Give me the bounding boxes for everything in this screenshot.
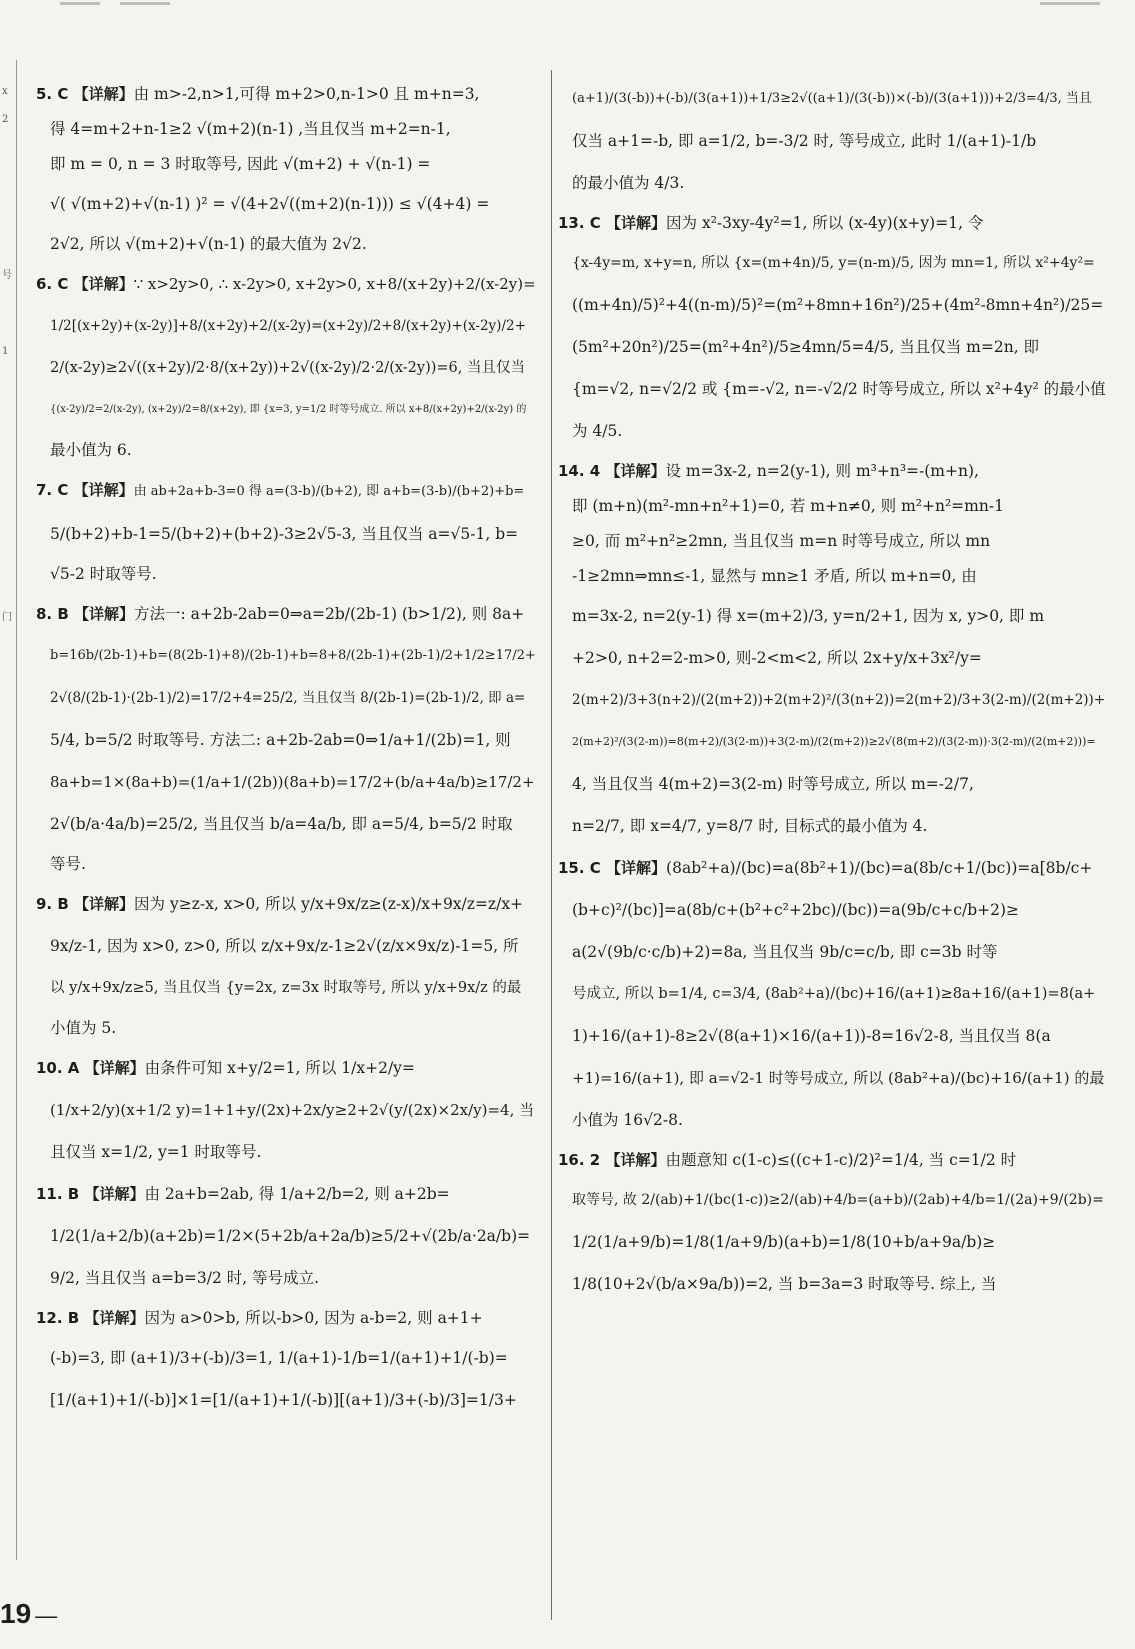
solution-line	[558, 1269, 1106, 1299]
solution-text: 小值为 16√2-8.	[572, 1111, 683, 1129]
solution-line	[36, 269, 536, 299]
solution-text: +1)=16/(a+1), 即 a=√2-1 时等号成立, 所以 (8ab²+a)/(bc)+16/(a+1) 的最	[572, 1069, 1105, 1087]
solution-line	[558, 643, 1106, 673]
solution-text: 1/2[(x+2y)+(x-2y)]+8/(x+2y)+2/(x-2y)=(x+2y)/2+8/(x+2y)+(x-2y)/2+	[50, 318, 526, 334]
solution-text: 小值为 5.	[50, 1019, 117, 1037]
detail-tag: 【详解】	[605, 1151, 666, 1169]
solution-line	[558, 1147, 1106, 1173]
solution-line	[558, 1185, 1106, 1215]
solution-line	[558, 727, 1106, 757]
detail-tag: 【详解】	[605, 462, 666, 480]
solution-text: b=16b/(2b-1)+b=(8(2b-1)+8)/(2b-1)+b=8+8/(2b-1)+(2b-1)/2+1/2≥17/2+	[50, 648, 536, 663]
solution-line	[558, 290, 1106, 320]
solution-text: 号成立, 所以 b=1/4, c=3/4, (8ab²+a)/(bc)+16/(a+1)≥8a+16/(a+1)=8(a+	[572, 986, 1096, 1002]
solution-text: 由 2a+b=2ab, 得 1/a+2/b=2, 则 a+2b=	[144, 1185, 450, 1203]
solution-text: 2(m+2)²/(3(2-m))=8(m+2)/(3(2-m))+3(2-m)/(2(m+2))≥2√(8(m+2)/(3(2-m))·3(2-m)/(2(m+2)))=	[572, 735, 1096, 748]
solution-text: +2>0, n+2=2-m>0, 则-2<m<2, 所以 2x+y/x+3x²/y=	[572, 649, 982, 667]
solution-text: 最小值为 6.	[50, 441, 132, 459]
solution-line	[558, 416, 1106, 446]
solution-line	[36, 81, 536, 107]
solution-text: (-b)=3, 即 (a+1)/3+(-b)/3=1, 1/(a+1)-1/b=1/(a+1)+1/(-b)=	[50, 1349, 508, 1367]
solution-line	[558, 1105, 1106, 1135]
solution-text: 2(m+2)/3+3(n+2)/(2(m+2))+2(m+2)²/(3(n+2))=2(m+2)/3+3(2-m)/(2(m+2))+	[572, 692, 1106, 708]
solution-text: 设 m=3x-2, n=2(y-1), 则 m³+n³=-(m+n),	[665, 462, 979, 480]
solution-line	[36, 809, 536, 839]
solution-line	[36, 599, 536, 629]
solution-text: 1/2(1/a+2/b)(a+2b)=1/2×(5+2b/a+2a/b)≥5/2+√(2b/a·2a/b)=	[50, 1227, 531, 1245]
question-number: 16. 2	[558, 1151, 606, 1169]
solution-line	[36, 437, 536, 463]
solution-text: 仅当 a+1=-b, 即 a=1/2, b=-3/2 时, 等号成立, 此时 1/(a+1)-1/b	[572, 132, 1037, 150]
solution-line	[36, 395, 536, 425]
solution-line	[36, 231, 536, 257]
solution-text: 得 4=m+2+n-1≥2 √(m+2)(n-1) ,当且仅当 m+2=n-1,	[50, 120, 451, 138]
question-number: 7. C	[36, 481, 74, 499]
solution-line	[36, 353, 536, 383]
solution-line	[36, 683, 536, 713]
solution-text: ≥0, 而 m²+n²≥2mn, 当且仅当 m=n 时等号成立, 所以 mn	[572, 532, 991, 550]
solution-line	[558, 168, 1106, 198]
solution-text: 2√2, 所以 √(m+2)+√(n-1) 的最大值为 2√2.	[50, 235, 367, 253]
question-number: 14. 4	[558, 462, 606, 480]
margin-rule	[16, 60, 17, 1560]
margin-mark: 1	[2, 346, 9, 357]
solution-text: (8ab²+a)/(bc)=a(8b²+1)/(bc)=a(8b/c+1/(bc))=a[8b/c+	[666, 859, 1093, 877]
right-column	[558, 72, 1106, 1311]
solution-text: n=2/7, 即 x=4/7, y=8/7 时, 目标式的最小值为 4.	[572, 817, 928, 835]
detail-tag: 【详解】	[606, 214, 667, 232]
column-divider	[551, 70, 552, 1620]
solution-text: {(x-2y)/2=2/(x-2y), (x+2y)/2=8/(x+2y), 即 {x=3, y=1/2 时等号成立. 所以 x+8/(x+2y)+2/(x-2y) 的	[50, 404, 527, 415]
solution-line	[36, 189, 536, 219]
page-number-text: 19	[0, 1598, 32, 1629]
left-column	[36, 72, 536, 1427]
solution-line	[558, 493, 1106, 519]
solution-line	[558, 853, 1106, 883]
solution-text: 9x/z-1, 因为 x>0, z>0, 所以 z/x+9x/z-1≥2√(z/x×9x/z)-1=5, 所	[50, 937, 519, 955]
solution-line	[36, 1221, 536, 1251]
solution-text: ((m+4n)/5)²+4((n-m)/5)²=(m²+8mn+16n²)/25+(4m²-8mn+4n²)/25=	[572, 296, 1104, 314]
solution-line	[36, 851, 536, 877]
solution-text: (5m²+20n²)/25=(m²+4n²)/5≥4mn/5=4/5, 当且仅当 m=2n, 即	[572, 338, 1040, 356]
solution-line	[36, 561, 536, 587]
solution-text: (1/x+2/y)(x+1/2 y)=1+1+y/(2x)+2x/y≥2+2√(y/(2x)×2x/y)=4, 当	[50, 1101, 535, 1119]
solution-text: 因为 x²-3xy-4y²=1, 所以 (x-4y)(x+y)=1, 令	[666, 214, 984, 232]
question-number: 13. C	[558, 214, 607, 232]
solution-line	[36, 475, 536, 507]
solution-line	[36, 1343, 536, 1373]
detail-tag: 【详解】	[73, 85, 134, 103]
solution-text: 1/2(1/a+9/b)=1/8(1/a+9/b)(a+b)=1/8(10+b/a+9a/b)≥	[572, 1233, 996, 1251]
solution-line	[36, 1263, 536, 1293]
solution-line	[558, 563, 1106, 589]
page-number: 19 —	[0, 1598, 58, 1629]
margin-mark: 2	[2, 114, 9, 125]
solution-line	[558, 1063, 1106, 1093]
solution-text: {m=√2, n=√2/2 或 {m=-√2, n=-√2/2 时等号成立, 所以 x²+4y² 的最小值	[572, 380, 1106, 398]
solution-text: 即 m = 0, n = 3 时取等号, 因此 √(m+2) + √(n-1) =	[50, 155, 431, 173]
solution-text: 方法一: a+2b-2ab=0⇒a=2b/(2b-1) (b>1/2), 则 8a+	[134, 605, 525, 623]
question-number: 10. A	[36, 1059, 85, 1077]
margin-mark: x	[2, 86, 8, 97]
detail-tag: 【详解】	[84, 1185, 145, 1203]
solution-text: -1≥2mn⇒mn≤-1, 显然与 mn≥1 矛盾, 所以 m+n=0, 由	[572, 567, 977, 585]
solution-text: ∵ x>2y>0, ∴ x-2y>0, x+2y>0, x+8/(x+2y)+2/(x-2y)=	[133, 275, 536, 293]
detail-tag: 【详解】	[84, 1059, 145, 1077]
solution-text: 且仅当 x=1/2, y=1 时取等号.	[50, 1143, 262, 1161]
detail-tag: 【详解】	[84, 1309, 145, 1327]
solution-text: 8a+b=1×(8a+b)=(1/a+1/(2b))(8a+b)=17/2+(b/a+4a/b)≥17/2+	[50, 773, 535, 791]
solution-text: 2/(x-2y)≥2√((x+2y)/2·8/(x+2y))+2√((x-2y)/2·2/(x-2y))=6, 当且仅当	[50, 360, 525, 376]
question-number: 6. C	[36, 275, 74, 293]
detail-tag: 【详解】	[74, 895, 135, 913]
solution-text: 为 4/5.	[572, 422, 623, 440]
top-edge	[0, 0, 1135, 8]
solution-line	[558, 84, 1106, 114]
solution-text: 即 (m+n)(m²-mn+n²+1)=0, 若 m+n≠0, 则 m²+n²=mn-1	[572, 497, 1004, 515]
solution-line	[558, 979, 1106, 1009]
solution-text: (b+c)²/(bc)]=a(8b/c+(b²+c²+2bc)/(bc))=a(9b/c+c/b+2)≥	[572, 901, 1020, 919]
solution-line	[558, 601, 1106, 631]
question-number: 12. B	[36, 1309, 85, 1327]
solution-line	[36, 519, 536, 549]
solution-text: 2√(8/(2b-1)·(2b-1)/2)=17/2+4=25/2, 当且仅当 8/(2b-1)=(2b-1)/2, 即 a=	[50, 690, 526, 706]
solution-text: 由条件可知 x+y/2=1, 所以 1/x+2/y=	[144, 1059, 415, 1077]
solution-line	[36, 311, 536, 341]
solution-line	[36, 641, 536, 671]
detail-tag: 【详解】	[73, 481, 134, 499]
detail-tag: 【详解】	[73, 275, 134, 293]
solution-text: 5/4, b=5/2 时取等号. 方法二: a+2b-2ab=0⇒1/a+1/(2b)=1, 则	[50, 731, 511, 749]
solution-line	[36, 767, 536, 797]
solution-line	[36, 1305, 536, 1331]
solution-text: 等号.	[50, 855, 86, 873]
solution-line	[558, 374, 1106, 404]
solution-line	[36, 1385, 536, 1415]
solution-text: 由 m>-2,n>1,可得 m+2>0,n-1>0 且 m+n=3,	[133, 85, 480, 103]
solution-text: 由题意知 c(1-c)≤((c+1-c)/2)²=1/4, 当 c=1/2 时	[665, 1151, 1017, 1169]
solution-text: 的最小值为 4/3.	[572, 174, 685, 192]
solution-line	[558, 458, 1106, 484]
solution-line	[36, 116, 536, 142]
solution-line	[558, 811, 1106, 841]
solution-line	[36, 1015, 536, 1041]
solution-text: 1/8(10+2√(b/a×9a/b))=2, 当 b=3a=3 时取等号. 综上, 当	[572, 1275, 997, 1293]
solution-text: 以 y/x+9x/z≥5, 当且仅当 {y=2x, z=3x 时取等号, 所以 y/x+9x/z 的最	[50, 980, 522, 996]
question-number: 5. C	[36, 85, 74, 103]
solution-line	[36, 1053, 536, 1083]
margin-mark: 门	[2, 612, 12, 623]
solution-line	[558, 937, 1106, 967]
solution-line	[558, 1227, 1106, 1257]
detail-tag: 【详解】	[74, 605, 135, 623]
solution-text: √5-2 时取等号.	[50, 565, 157, 583]
solution-line	[558, 210, 1106, 236]
solution-text: a(2√(9b/c·c/b)+2)=8a, 当且仅当 9b/c=c/b, 即 c=3b 时等	[572, 943, 998, 961]
question-number: 8. B	[36, 605, 75, 623]
solution-text: 因为 a>0>b, 所以-b>0, 因为 a-b=2, 则 a+1+	[144, 1309, 483, 1327]
solution-text: 因为 y≥z-x, x>0, 所以 y/x+9x/z≥(z-x)/x+9x/z=z/x+	[134, 895, 524, 913]
question-number: 11. B	[36, 1185, 85, 1203]
solution-text: 由 ab+2a+b-3=0 得 a=(3-b)/(b+2), 即 a+b=(3-b)/(b+2)+b=	[133, 484, 525, 499]
solution-line	[36, 725, 536, 755]
solution-line	[36, 889, 536, 919]
solution-line	[558, 1021, 1106, 1051]
question-number: 9. B	[36, 895, 75, 913]
solution-line	[558, 895, 1106, 925]
solution-text: √( √(m+2)+√(n-1) )² = √(4+2√((m+2)(n-1))) ≤ √(4+4) =	[50, 195, 490, 213]
detail-tag: 【详解】	[606, 859, 667, 877]
solution-line	[558, 332, 1106, 362]
solution-line	[36, 1179, 536, 1209]
solution-text: m=3x-2, n=2(y-1) 得 x=(m+2)/3, y=n/2+1, 因为 x, y>0, 即 m	[572, 607, 1045, 625]
solution-text: 5/(b+2)+b-1=5/(b+2)+(b+2)-3≥2√5-3, 当且仅当 a=√5-1, b=	[50, 525, 519, 543]
question-number: 15. C	[558, 859, 607, 877]
solution-line	[558, 126, 1106, 156]
solution-text: 9/2, 当且仅当 a=b=3/2 时, 等号成立.	[50, 1269, 320, 1287]
solution-line	[36, 1095, 536, 1125]
solution-line	[36, 151, 536, 177]
solution-line	[558, 685, 1106, 715]
solution-line	[558, 528, 1106, 554]
solution-text: {x-4y=m, x+y=n, 所以 {x=(m+4n)/5, y=(n-m)/5, 因为 mn=1, 所以 x²+4y²=	[572, 255, 1095, 271]
margin-mark: 号	[2, 270, 12, 281]
solution-text: 4, 当且仅当 4(m+2)=3(2-m) 时等号成立, 所以 m=-2/7,	[572, 775, 974, 793]
solution-line	[36, 931, 536, 961]
solution-text: 取等号, 故 2/(ab)+1/(bc(1-c))≥2/(ab)+4/b=(a+b)/(2ab)+4/b=1/(2a)+9/(2b)=	[572, 1192, 1104, 1208]
solution-line	[36, 973, 536, 1003]
solution-text: 2√(b/a·4a/b)=25/2, 当且仅当 b/a=4a/b, 即 a=5/4, b=5/2 时取	[50, 815, 513, 833]
solution-text: (a+1)/(3(-b))+(-b)/(3(a+1))+1/3≥2√((a+1)/(3(-b))×(-b)/(3(a+1)))+2/3=4/3, 当且	[572, 91, 1092, 106]
solution-text: 1)+16/(a+1)-8≥2√(8(a+1)×16/(a+1))-8=16√2-8, 当且仅当 8(a	[572, 1027, 1051, 1045]
solution-text: [1/(a+1)+1/(-b)]×1=[1/(a+1)+1/(-b)][(a+1)/3+(-b)/3]=1/3+	[50, 1391, 517, 1409]
solution-line	[558, 769, 1106, 799]
solution-line	[558, 248, 1106, 278]
solution-line	[36, 1137, 536, 1167]
